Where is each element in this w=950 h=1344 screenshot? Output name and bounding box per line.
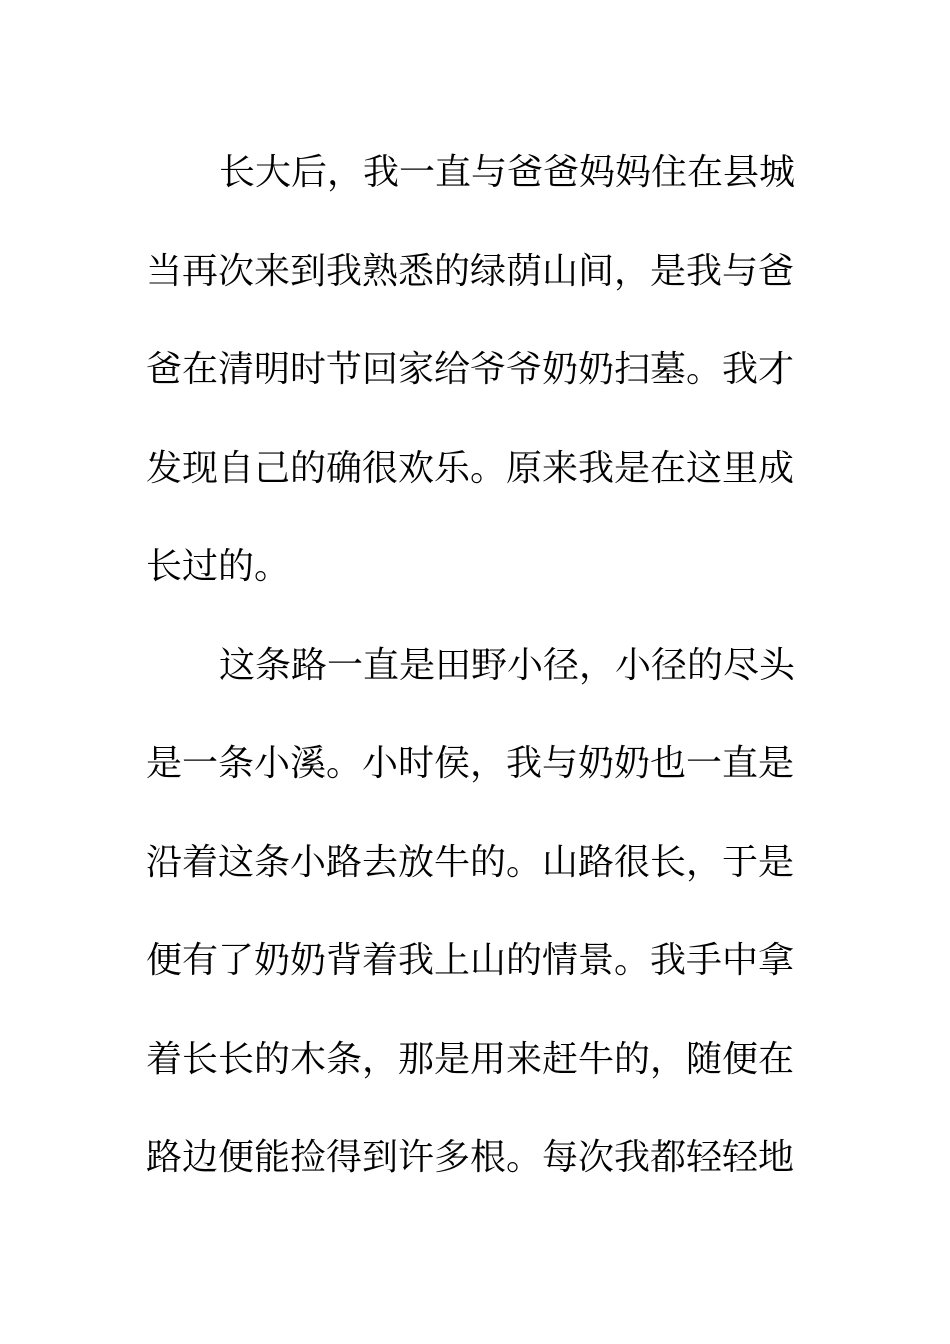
- text-line: 长大后，我一直与爸爸妈妈住在县城: [219, 152, 796, 193]
- text-line: 路边便能捡得到许多根。每次我都轻轻地: [146, 1137, 795, 1178]
- text-line: 长过的。: [146, 546, 291, 587]
- text-line: 便有了奶奶背着我上山的情景。我手中拿: [146, 940, 795, 981]
- text-line: 这条路一直是田野小径，小径的尽头: [219, 644, 796, 686]
- text-line: 当再次来到我熟悉的绿荫山间，是我与爸: [146, 250, 795, 292]
- paragraph-1: [146, 124, 826, 617]
- text-line: 爸在清明时节回家给爷爷奶奶扫墓。我才: [146, 349, 795, 390]
- text-line: 发现自己的确很欢乐。原来我是在这里成: [146, 447, 795, 489]
- text-line: 着长长的木条，那是用来赶牛的，随便在: [146, 1038, 795, 1080]
- text-line: 沿着这条小路去放牛的。山路很长，于是: [146, 841, 795, 883]
- body-text: [146, 124, 826, 1208]
- text-line: 是一条小溪。小时侯，我与奶奶也一直是: [146, 743, 795, 784]
- paragraph-2: [146, 617, 826, 1208]
